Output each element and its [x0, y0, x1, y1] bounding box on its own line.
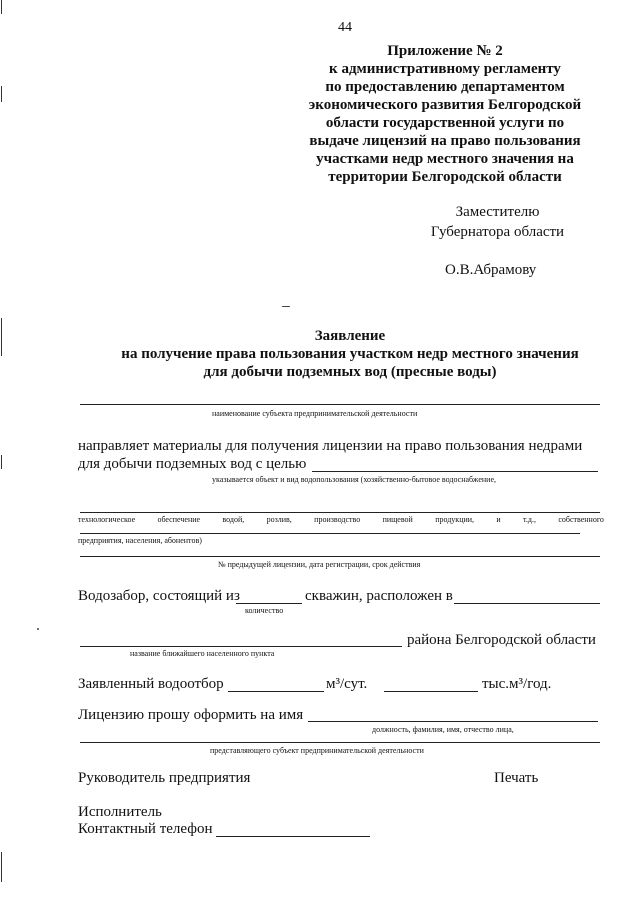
margin-mark	[1, 86, 2, 102]
unit-year: тыс.м³/год.	[482, 676, 552, 692]
representative-caption: представляющего субъект предпринимательской деятельности	[210, 746, 424, 755]
margin-mark	[1, 0, 2, 14]
intake-text-2: скважин, расположен в	[305, 588, 453, 604]
scan-speck	[282, 306, 290, 307]
addressee-position-line: Губернатора области	[430, 224, 565, 240]
appendix-line: к административному регламенту	[329, 61, 561, 77]
purpose-word: розлив,	[266, 515, 292, 524]
appendix-line: области государственной услуги по	[325, 115, 565, 131]
phone-label: Контактный телефон	[78, 821, 213, 837]
appendix-line: территории Белгородской области	[328, 169, 562, 185]
purpose-word: водой,	[222, 515, 245, 524]
appendix-line: Приложение № 2	[387, 43, 503, 59]
purpose-word: пищевой	[382, 515, 413, 524]
purpose-field-line-3[interactable]	[80, 533, 580, 534]
purpose-caption: указывается объект и вид водопользования (хозяйственно-бытовое водоснабжение,	[212, 475, 496, 484]
withdrawal-day-field[interactable]	[228, 691, 324, 692]
purpose-word: технологическое	[78, 515, 136, 524]
head-label: Руководитель предприятия	[78, 770, 251, 786]
license-name-label: Лицензию прошу оформить на имя	[78, 707, 304, 723]
intake-text-1: Водозабор, состоящий из	[78, 588, 240, 604]
appendix-line: участками недр местного значения на	[316, 151, 574, 167]
appendix-line: выдаче лицензий на право пользования	[309, 133, 581, 149]
margin-mark	[1, 318, 2, 356]
license-caption: № предыдущей лицензии, дата регистрации, срок действия	[218, 560, 421, 569]
purpose-word: собственного	[558, 515, 604, 524]
purpose-word: продукции,	[435, 515, 475, 524]
district-text: района Белгородской области	[407, 632, 596, 648]
margin-mark	[1, 455, 2, 469]
scan-speck	[37, 628, 39, 630]
location-field-line[interactable]	[454, 603, 600, 604]
appendix-block	[300, 42, 590, 186]
withdrawal-year-field[interactable]	[384, 691, 478, 692]
purpose-field-line[interactable]	[312, 471, 598, 472]
purpose-word: т.д.,	[523, 515, 536, 524]
stamp-label: Печать	[494, 770, 539, 786]
sends-text-line1: направляет материалы для получения лицензии на право пользования недрами	[78, 438, 583, 454]
sends-text-line2: для добычи подземных вод с целью	[78, 456, 307, 472]
phone-field-line[interactable]	[216, 836, 370, 837]
addressee-name: О.В.Абрамову	[445, 262, 537, 278]
title-heading: Заявление	[314, 328, 386, 344]
addressee-position	[400, 202, 595, 242]
purpose-word: производство	[314, 515, 361, 524]
purpose-caption-2	[78, 515, 604, 524]
purpose-caption-3: предприятия, населения, абонентов)	[78, 536, 202, 545]
title-line: на получение права пользования участком недр местного значения	[121, 346, 579, 362]
subject-caption: наименование субъекта предпринимательской деятельности	[212, 409, 418, 418]
margin-mark	[1, 852, 2, 882]
purpose-word: и	[496, 515, 501, 524]
settlement-caption: название ближайшего населенного пункта	[130, 649, 275, 658]
appendix-line: экономического развития Белгородской	[308, 97, 582, 113]
quantity-caption: количество	[245, 606, 284, 615]
document-title	[60, 327, 640, 381]
unit-day: м³/сут.	[326, 676, 368, 692]
withdrawal-label: Заявленный водоотбор	[78, 676, 224, 692]
appendix-line: по предоставлению департаментом	[325, 79, 565, 95]
license-field-line[interactable]	[80, 556, 600, 557]
settlement-field-line[interactable]	[80, 646, 402, 647]
addressee-position-line: Заместителю	[455, 204, 540, 220]
purpose-field-line-2[interactable]	[80, 512, 600, 513]
license-holder-field[interactable]	[308, 721, 598, 722]
representative-field-line[interactable]	[80, 742, 600, 743]
subject-field-line[interactable]	[80, 404, 600, 405]
title-line: для добычи подземных вод (пресные воды)	[203, 364, 497, 380]
person-caption: должность, фамилия, имя, отчество лица,	[372, 725, 514, 734]
purpose-word: обеспечение	[157, 515, 201, 524]
executor-label: Исполнитель	[78, 804, 162, 820]
wells-count-field[interactable]	[236, 603, 302, 604]
page-number: 44	[338, 20, 352, 35]
